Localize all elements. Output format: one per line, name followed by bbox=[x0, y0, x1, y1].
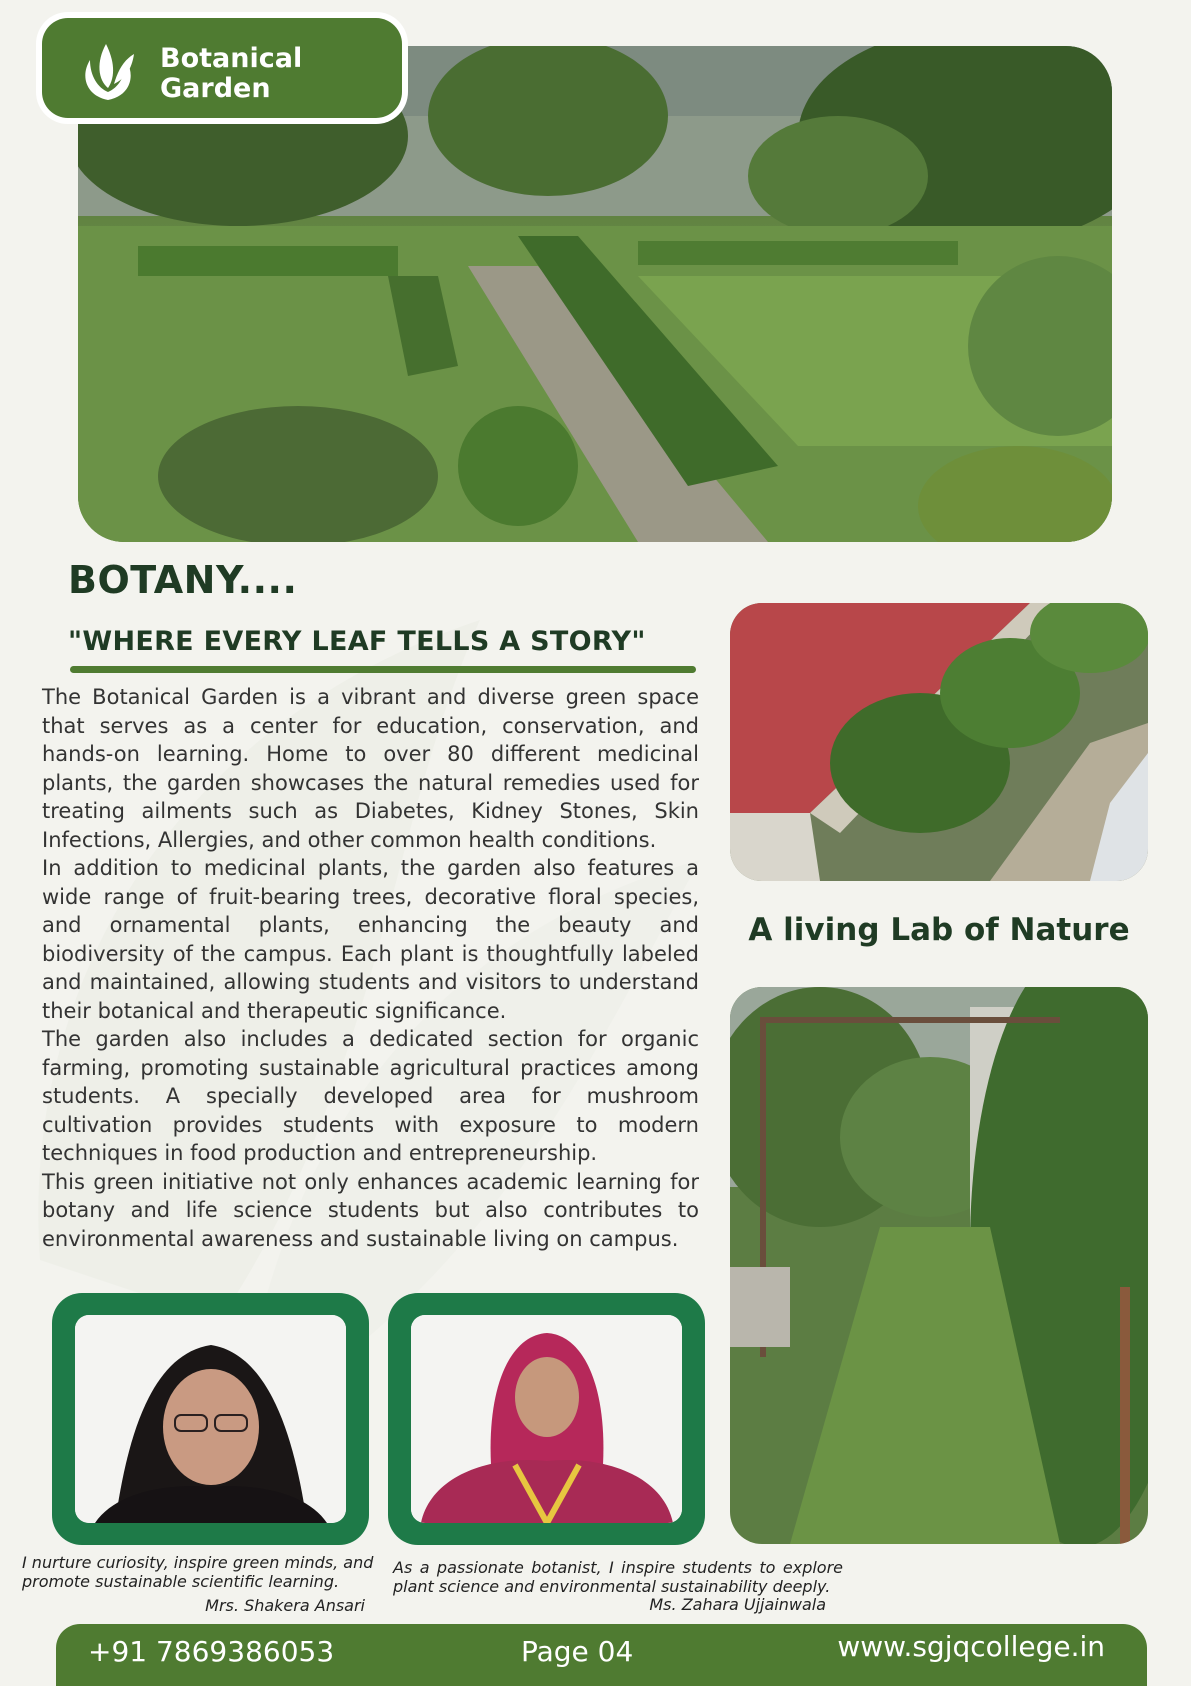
page-heading: BOTANY.... bbox=[68, 558, 298, 602]
logo-badge bbox=[36, 12, 408, 124]
photo-caption: A living Lab of Nature bbox=[748, 912, 1130, 948]
paragraph: This green initiative not only enhances academic learning for botany and life science students but also contributes to environmental awareness and sustainable living on campus. bbox=[42, 1169, 699, 1251]
leaf-logo-icon bbox=[78, 40, 138, 104]
garden-pathway-photo bbox=[730, 987, 1148, 1544]
paragraph: The garden also includes a dedicated section for organic farming, promoting sustainable agricultural practices among students. A specially developed area for mushroom cultivation provides students with exposure to modern techniques in food production and entrepreneurship. bbox=[42, 1027, 699, 1165]
profile-name: Ms. Zahara Ujjainwala bbox=[649, 1595, 826, 1614]
paragraph: In addition to medicinal plants, the garden also features a wide range of fruit-bearing trees, decorative floral species, and ornamental plants, enhancing the beauty and biodiversity of the campus. Each plant is thoughtfully labeled and maintained, allowing students and visitors to understand their botanical and therapeutic significance. bbox=[42, 856, 699, 1023]
profile-photo-frame bbox=[388, 1293, 705, 1545]
footer-phone: +91 7869386053 bbox=[88, 1635, 335, 1668]
profile-portrait bbox=[75, 1315, 346, 1523]
paragraph: The Botanical Garden is a vibrant and diverse green space that serves as a center for education, conservation, and hands-on learning. Home to over 80 different medicinal plants, the garden showcases the natural remedies used for treating ailments such as Diabetes, Kidney Stones, Skin Infections, Allergies, and other common health conditions. bbox=[42, 685, 699, 852]
profile-quote: I nurture curiosity, inspire green minds, and promote sustainable scientific learning. bbox=[22, 1553, 374, 1591]
page-footer bbox=[56, 1624, 1147, 1686]
profile-photo-frame bbox=[52, 1293, 369, 1545]
logo-title-line1: Botanical bbox=[160, 43, 303, 74]
profile-name: Mrs. Shakera Ansari bbox=[205, 1596, 365, 1615]
garden-building-photo bbox=[730, 603, 1148, 881]
page-subheading: "WHERE EVERY LEAF TELLS A STORY" bbox=[68, 626, 646, 657]
footer-page-number: Page 04 bbox=[521, 1635, 634, 1668]
article-body bbox=[42, 683, 699, 1253]
footer-website-link[interactable]: www.sgjqcollege.in bbox=[837, 1630, 1105, 1663]
profile-quote: As a passionate botanist, I inspire students to explore plant science and environmental sustainability deeply. bbox=[393, 1558, 843, 1596]
heading-divider bbox=[70, 666, 696, 673]
logo-title-line2: Garden bbox=[160, 73, 271, 104]
profile-portrait bbox=[411, 1315, 682, 1523]
